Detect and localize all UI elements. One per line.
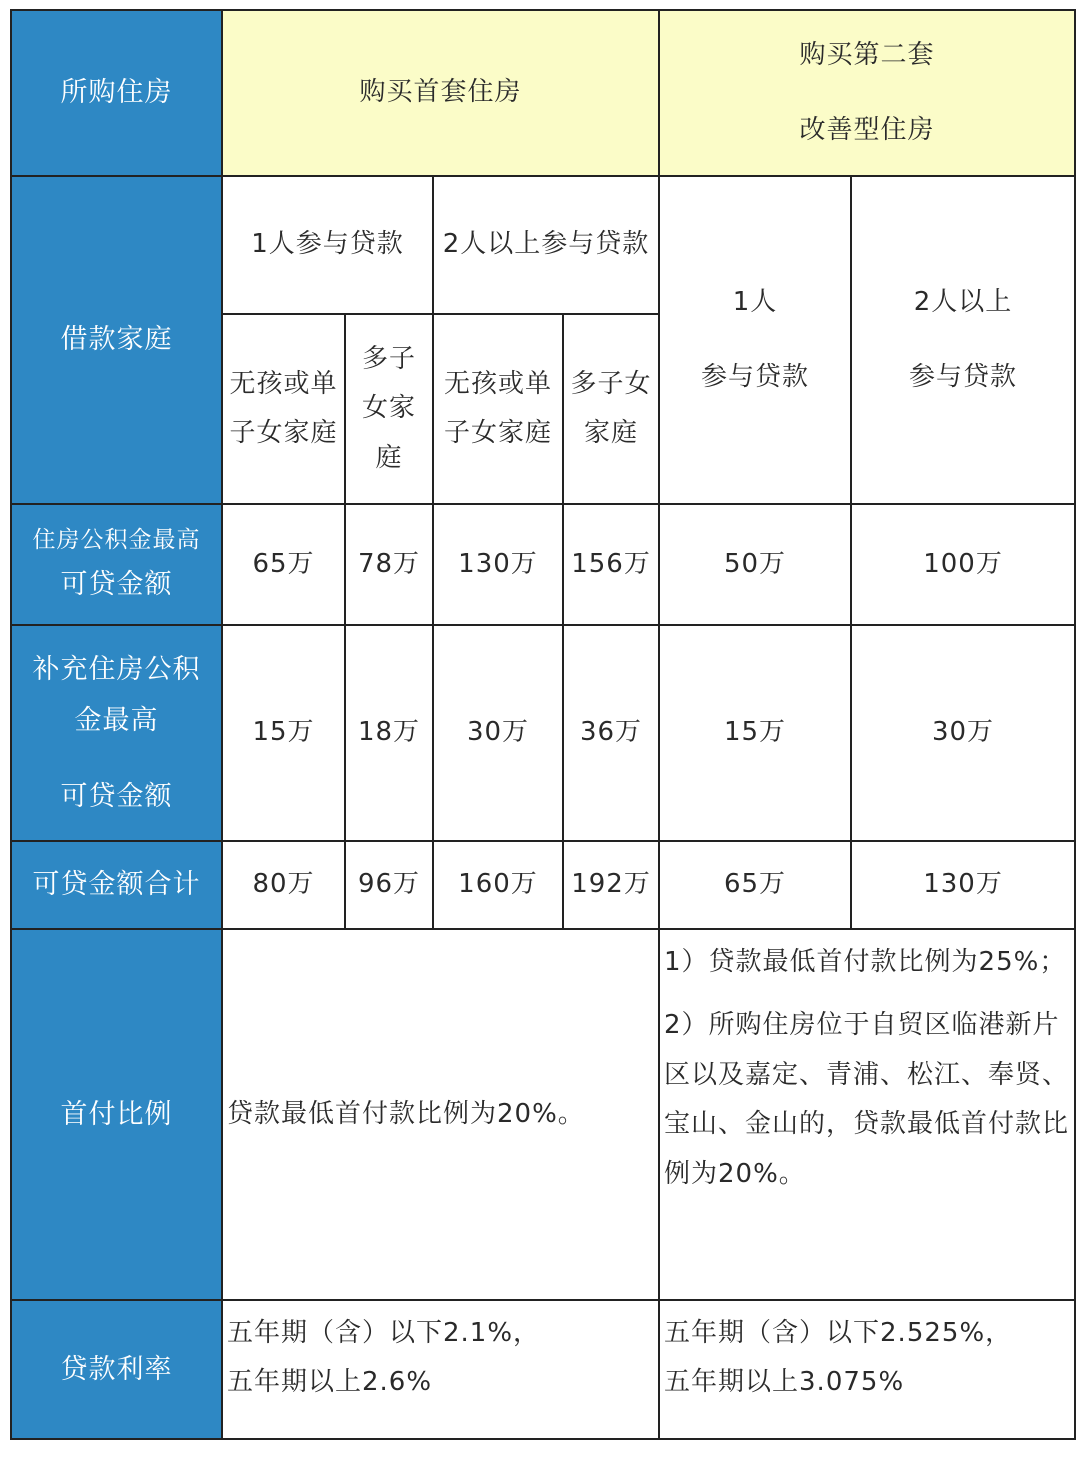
interest-second-line1: 五年期（含）以下2.525%， bbox=[664, 1318, 1013, 1348]
label-housing-fund bbox=[11, 504, 222, 625]
row-supplementary-fund bbox=[11, 625, 1075, 841]
cell-value: 130万 bbox=[851, 841, 1075, 929]
two-plus-loan: 2人以上参与贷款 bbox=[433, 176, 659, 314]
second-two-plus-line2: 参与贷款 bbox=[909, 362, 1018, 392]
interest-first-line2: 五年期以上2.6% bbox=[227, 1367, 433, 1398]
cell-value: 192万 bbox=[563, 841, 659, 929]
row-interest-rate bbox=[11, 1300, 1075, 1439]
housing-fund-loan-table bbox=[10, 9, 1076, 1440]
multi-child-family-2: 多子女家庭 bbox=[563, 314, 659, 504]
label-supplementary-line3: 可贷金额 bbox=[60, 780, 173, 812]
header-first-home: 购买首套住房 bbox=[222, 10, 659, 176]
cell-value: 36万 bbox=[563, 625, 659, 841]
cell-value: 80万 bbox=[222, 841, 345, 929]
header-second-home bbox=[659, 10, 1075, 176]
row-family-1 bbox=[11, 176, 1075, 314]
header-second-home-line2: 改善型住房 bbox=[799, 115, 935, 145]
label-borrower-family: 借款家庭 bbox=[11, 176, 222, 504]
no-child-single-family: 无孩或单子女家庭 bbox=[222, 314, 345, 504]
header-second-home-line1: 购买第二套 bbox=[799, 39, 935, 70]
label-supplementary-line2: 金最高 bbox=[74, 705, 159, 737]
label-supplementary-line1: 补充住房公积 bbox=[32, 654, 201, 686]
row-down-payment bbox=[11, 929, 1075, 1300]
cell-value: 65万 bbox=[659, 841, 851, 929]
interest-first-line1: 五年期（含）以下2.1%， bbox=[227, 1318, 541, 1348]
label-housing-fund-line2: 可贷金额 bbox=[60, 568, 173, 600]
second-two-plus bbox=[851, 176, 1075, 504]
cell-value: 156万 bbox=[563, 504, 659, 625]
down-payment-item-2: 2）所购住房位于自贸区临港新片区以及嘉定、青浦、松江、奉贤、宝山、金山的，贷款最低首付款比例为20%。 bbox=[664, 1010, 1070, 1189]
label-total: 可贷金额合计 bbox=[11, 841, 222, 929]
down-payment-item-1: 1）贷款最低首付款比例为25%； bbox=[664, 947, 1067, 977]
cell-value: 15万 bbox=[222, 625, 345, 841]
one-person-loan: 1人参与贷款 bbox=[222, 176, 433, 314]
second-one-person-line1: 1人 bbox=[732, 286, 778, 317]
cell-value: 30万 bbox=[851, 625, 1075, 841]
label-supplementary-fund bbox=[11, 625, 222, 841]
interest-first-home bbox=[222, 1300, 659, 1439]
label-down-payment: 首付比例 bbox=[11, 929, 222, 1300]
row-housing-type bbox=[11, 10, 1075, 176]
cell-value: 18万 bbox=[345, 625, 433, 841]
cell-value: 96万 bbox=[345, 841, 433, 929]
cell-value: 15万 bbox=[659, 625, 851, 841]
down-payment-first-home: 贷款最低首付款比例为20%。 bbox=[222, 929, 659, 1300]
label-housing-type: 所购住房 bbox=[11, 10, 222, 176]
cell-value: 30万 bbox=[433, 625, 563, 841]
cell-value: 78万 bbox=[345, 504, 433, 625]
second-one-person bbox=[659, 176, 851, 504]
down-payment-second-home bbox=[659, 929, 1075, 1300]
row-housing-fund bbox=[11, 504, 1075, 625]
interest-second-line2: 五年期以上3.075% bbox=[664, 1367, 905, 1398]
multi-child-family: 多子女家庭 bbox=[345, 314, 433, 504]
cell-value: 160万 bbox=[433, 841, 563, 929]
interest-second-home bbox=[659, 1300, 1075, 1439]
second-one-person-line2: 参与贷款 bbox=[701, 362, 810, 392]
no-child-single-family-2: 无孩或单子女家庭 bbox=[433, 314, 563, 504]
cell-value: 65万 bbox=[222, 504, 345, 625]
cell-value: 130万 bbox=[433, 504, 563, 625]
second-two-plus-line1: 2人以上 bbox=[913, 286, 1013, 317]
label-housing-fund-line1: 住房公积金最高 bbox=[32, 526, 201, 553]
row-total bbox=[11, 841, 1075, 929]
cell-value: 100万 bbox=[851, 504, 1075, 625]
label-interest-rate: 贷款利率 bbox=[11, 1300, 222, 1439]
cell-value: 50万 bbox=[659, 504, 851, 625]
